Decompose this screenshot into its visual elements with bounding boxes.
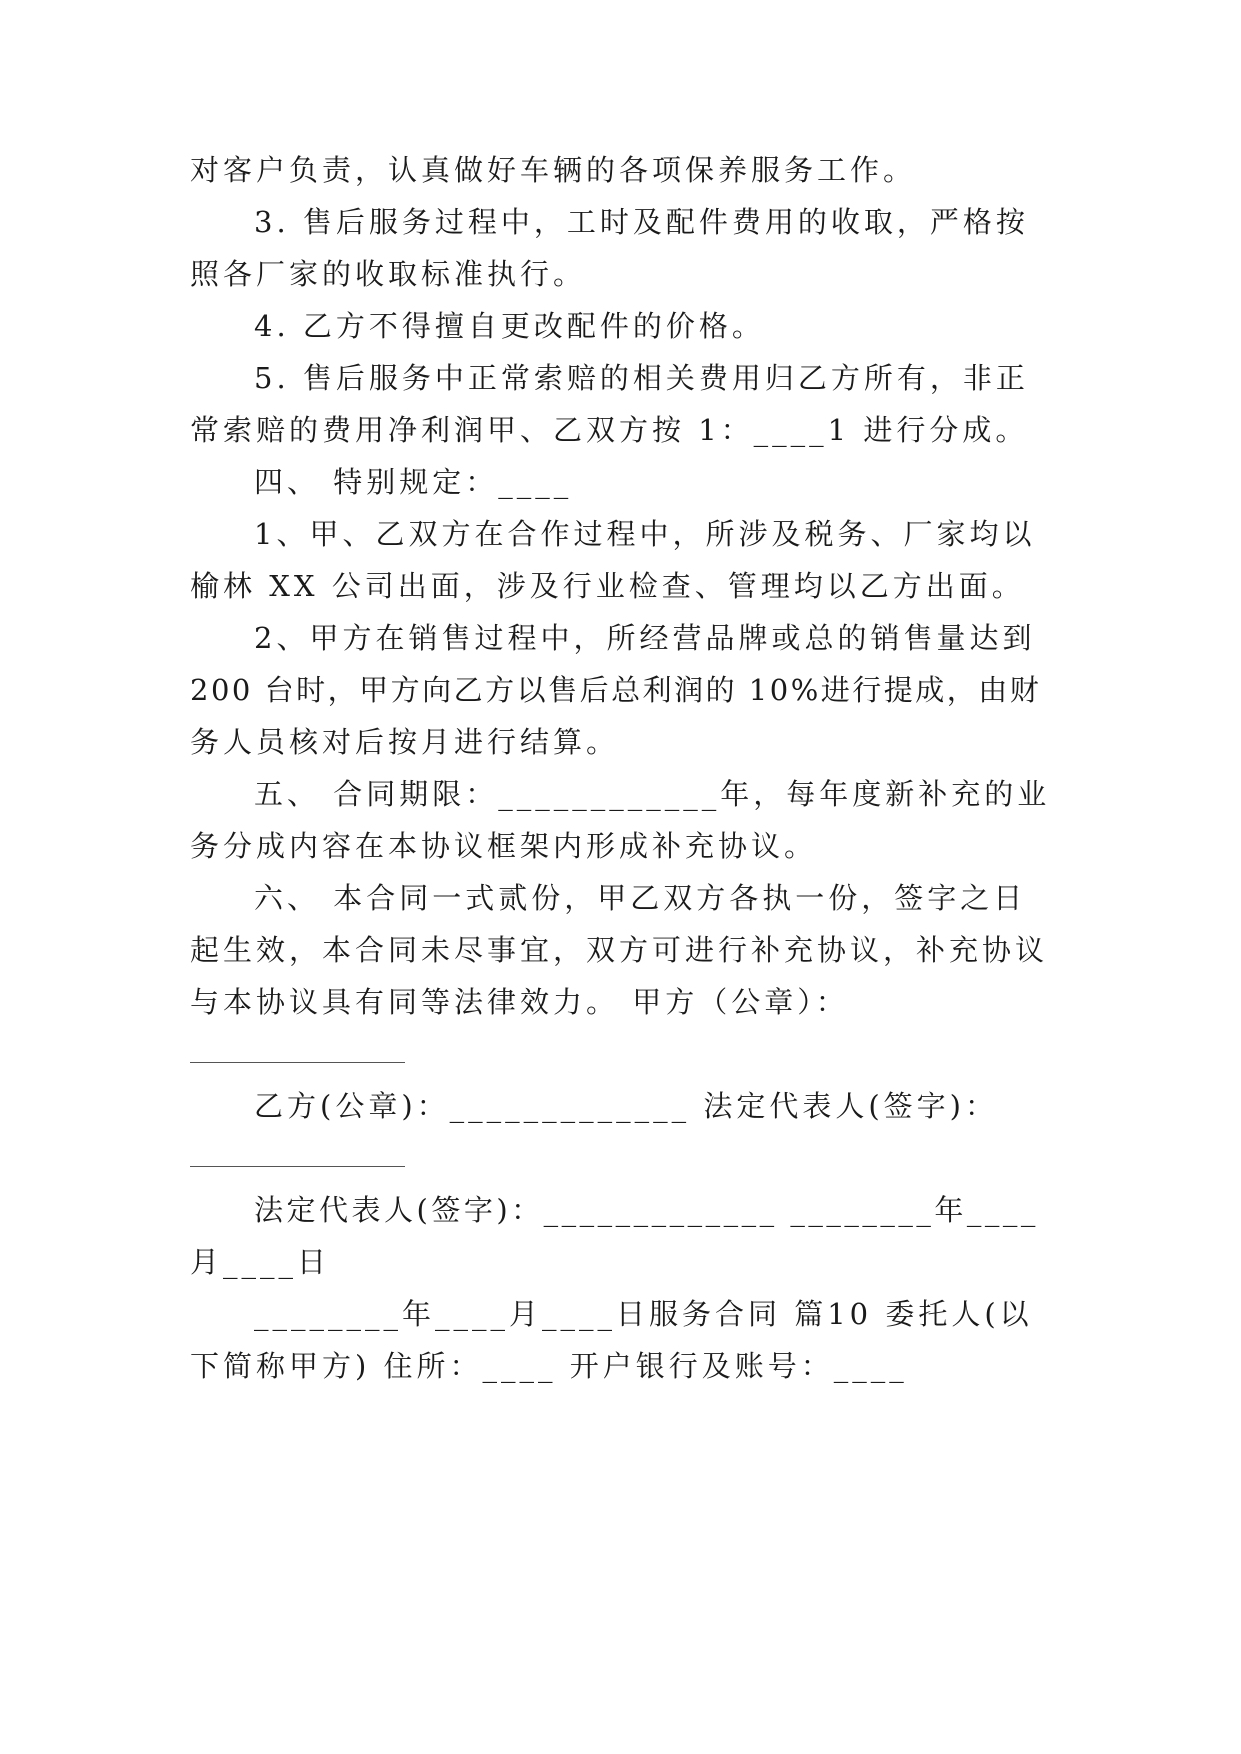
party-b-seal-line: 乙方(公章)：_____________ 法定代表人(签字)： xyxy=(254,1089,998,1123)
section-6-heading: 六、 本合同一式贰份，甲乙双方各执一份，签字之日 xyxy=(254,881,1027,915)
body-line: 200 台时，甲方向乙方以售后总利润的 10%进行提成，由财 xyxy=(190,673,1042,707)
section-4-heading: 四、 特别规定：____ xyxy=(254,465,573,499)
section-5-heading: 五、 合同期限：____________年，每年度新补充的业 xyxy=(254,777,1051,811)
legal-rep-signature-line: 法定代表人(签字)：_____________ ________年____ xyxy=(254,1193,1039,1227)
body-line: 榆林 XX 公司出面，涉及行业检查、管理均以乙方出面。 xyxy=(190,569,1025,603)
signature-blank-rule xyxy=(190,1166,405,1167)
body-line: 对客户负责，认真做好车辆的各项保养服务工作。 xyxy=(190,153,917,187)
body-line: 常索赔的费用净利润甲、乙双方按 1：____1 进行分成。 xyxy=(190,413,1029,447)
signature-blank-rule xyxy=(190,1062,405,1063)
clause-3-line: 3. 售后服务过程中，工时及配件费用的收取，严格按 xyxy=(254,205,1029,239)
clause-4-line: 4. 乙方不得擅自更改配件的价格。 xyxy=(254,309,765,343)
body-line: 务分成内容在本协议框架内形成补充协议。 xyxy=(190,829,818,863)
body-line: 起生效，本合同未尽事宜，双方可进行补充协议，补充协议 xyxy=(190,933,1049,967)
special-clause-1-line: 1、甲、乙双方在合作过程中，所涉及税务、厂家均以 xyxy=(254,517,1036,551)
body-line: 照各厂家的收取标准执行。 xyxy=(190,257,587,291)
body-line: 务人员核对后按月进行结算。 xyxy=(190,725,620,759)
service-contract-heading-line: ________年____月____日服务合同 篇10 委托人(以 xyxy=(254,1297,1033,1331)
date-line: 月____日 xyxy=(190,1245,331,1279)
client-info-line: 下简称甲方) 住所：____ 开户银行及账号：____ xyxy=(190,1349,908,1383)
clause-5-line: 5. 售后服务中正常索赔的相关费用归乙方所有，非正 xyxy=(254,361,1029,395)
party-a-seal-line: 与本协议具有同等法律效力。 甲方（公章）： xyxy=(190,985,849,1019)
special-clause-2-line: 2、甲方在销售过程中，所经营品牌或总的销售量达到 xyxy=(254,621,1036,655)
